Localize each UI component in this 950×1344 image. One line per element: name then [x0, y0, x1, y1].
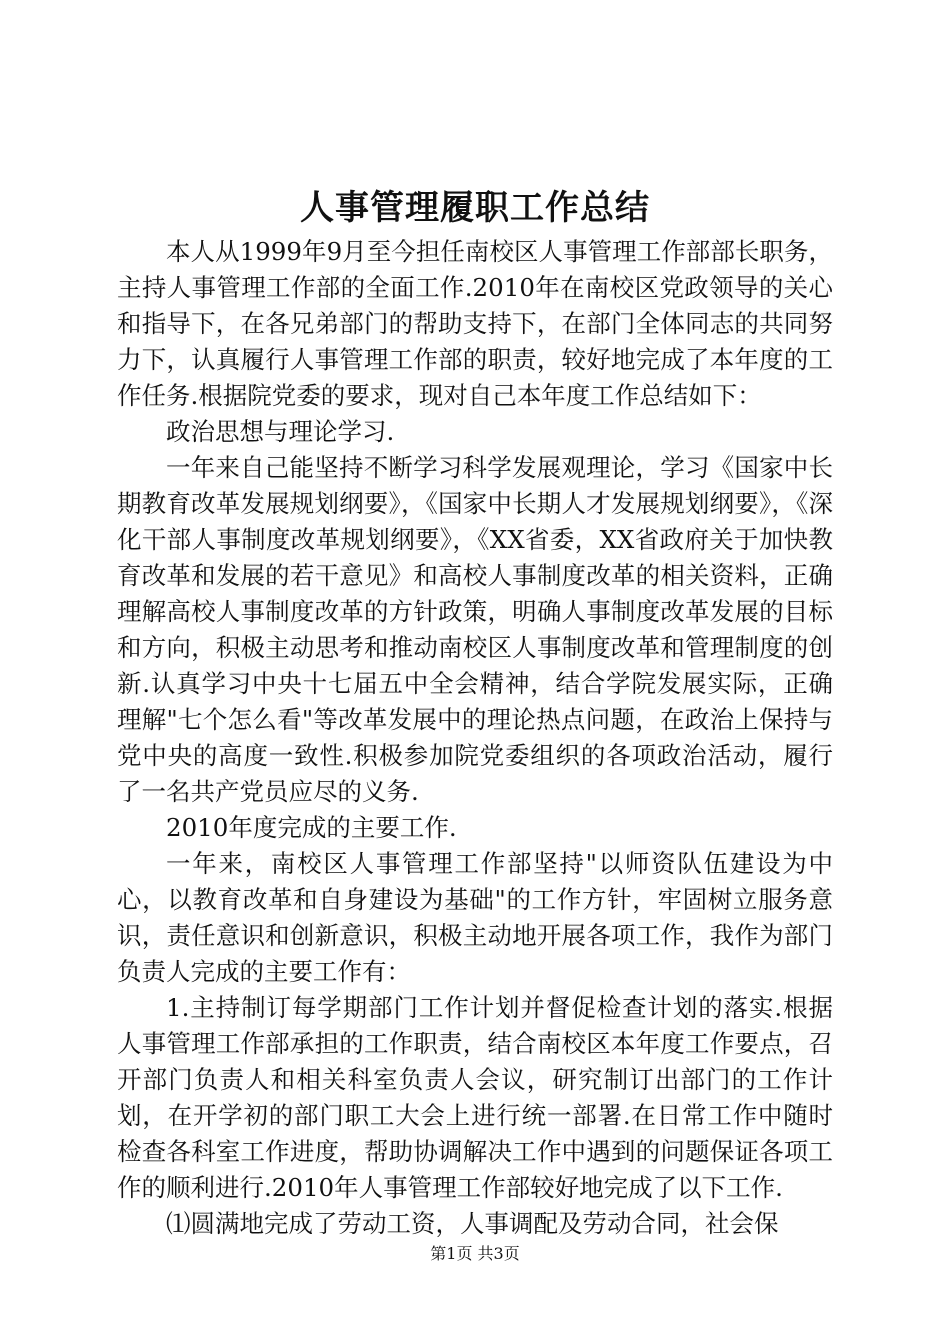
paragraph-item-1-sub-1: ⑴圆满地完成了劳动工资，人事调配及劳动合同，社会保 [166, 1209, 779, 1238]
paragraph-politics: 一年来自己能坚持不断学习科学发展观理论，学习《国家中长期教育改革发展规划纲要》，《国家中长期人才发展规划纲要》，《深化干部人事制度改革规划纲要》，《XX省委，XX省政府关于加快教育改革和发展的若干意见》和高校人事制度改革的相关资料，正确理解高校人事制度改革的方针政策，明确人事制度改革发展的目标和方向，积极主动思考和推动南校区人事制度改革和管理制度的创新.认真学习中央十七届五中全会精神，结合学院发展实际，正确理解"七个怎么看"等改革发展中的理论热点问题，在政治上保持与党中央的高度一致性.积极参加院党委组织的各项政治活动，履行了一名共产党员应尽的义务. [117, 453, 833, 806]
document-body [117, 234, 833, 1242]
paragraph-heading-politics: 政治思想与理论学习. [166, 417, 395, 446]
paragraph-main-work: 一年来，南校区人事管理工作部坚持"以师资队伍建设为中心，以教育改革和自身建设为基础"的工作方针，牢固树立服务意识，责任意识和创新意识，积极主动地开展各项工作，我作为部门负责人完成的主要工作有： [117, 849, 833, 986]
paragraph-intro: 本人从1999年9月至今担任南校区人事管理工作部部长职务，主持人事管理工作部的全面工作.2010年在南校区党政领导的关心和指导下，在各兄弟部门的帮助支持下，在部门全体同志的共同努力下，认真履行人事管理工作部的职责，较好地完成了本年度的工作任务.根据院党委的要求，现对自己本年度工作总结如下： [117, 237, 833, 410]
page-footer: 第1页 共3页 [430, 1244, 520, 1263]
paragraph-item-1: 1.主持制订每学期部门工作计划并督促检查计划的落实.根据人事管理工作部承担的工作职责，结合南校区本年度工作要点，召开部门负责人和相关科室负责人会议，研究制订出部门的工作计划，在开学初的部门职工大会上进行统一部署.在日常工作中随时检查各科室工作进度，帮助协调解决工作中遇到的问题保证各项工作的顺利进行.2010年人事管理工作部较好地完成了以下工作. [117, 993, 833, 1202]
document-title: 人事管理履职工作总结 [300, 188, 650, 228]
paragraph-heading-main-work: 2010年度完成的主要工作. [166, 813, 457, 842]
